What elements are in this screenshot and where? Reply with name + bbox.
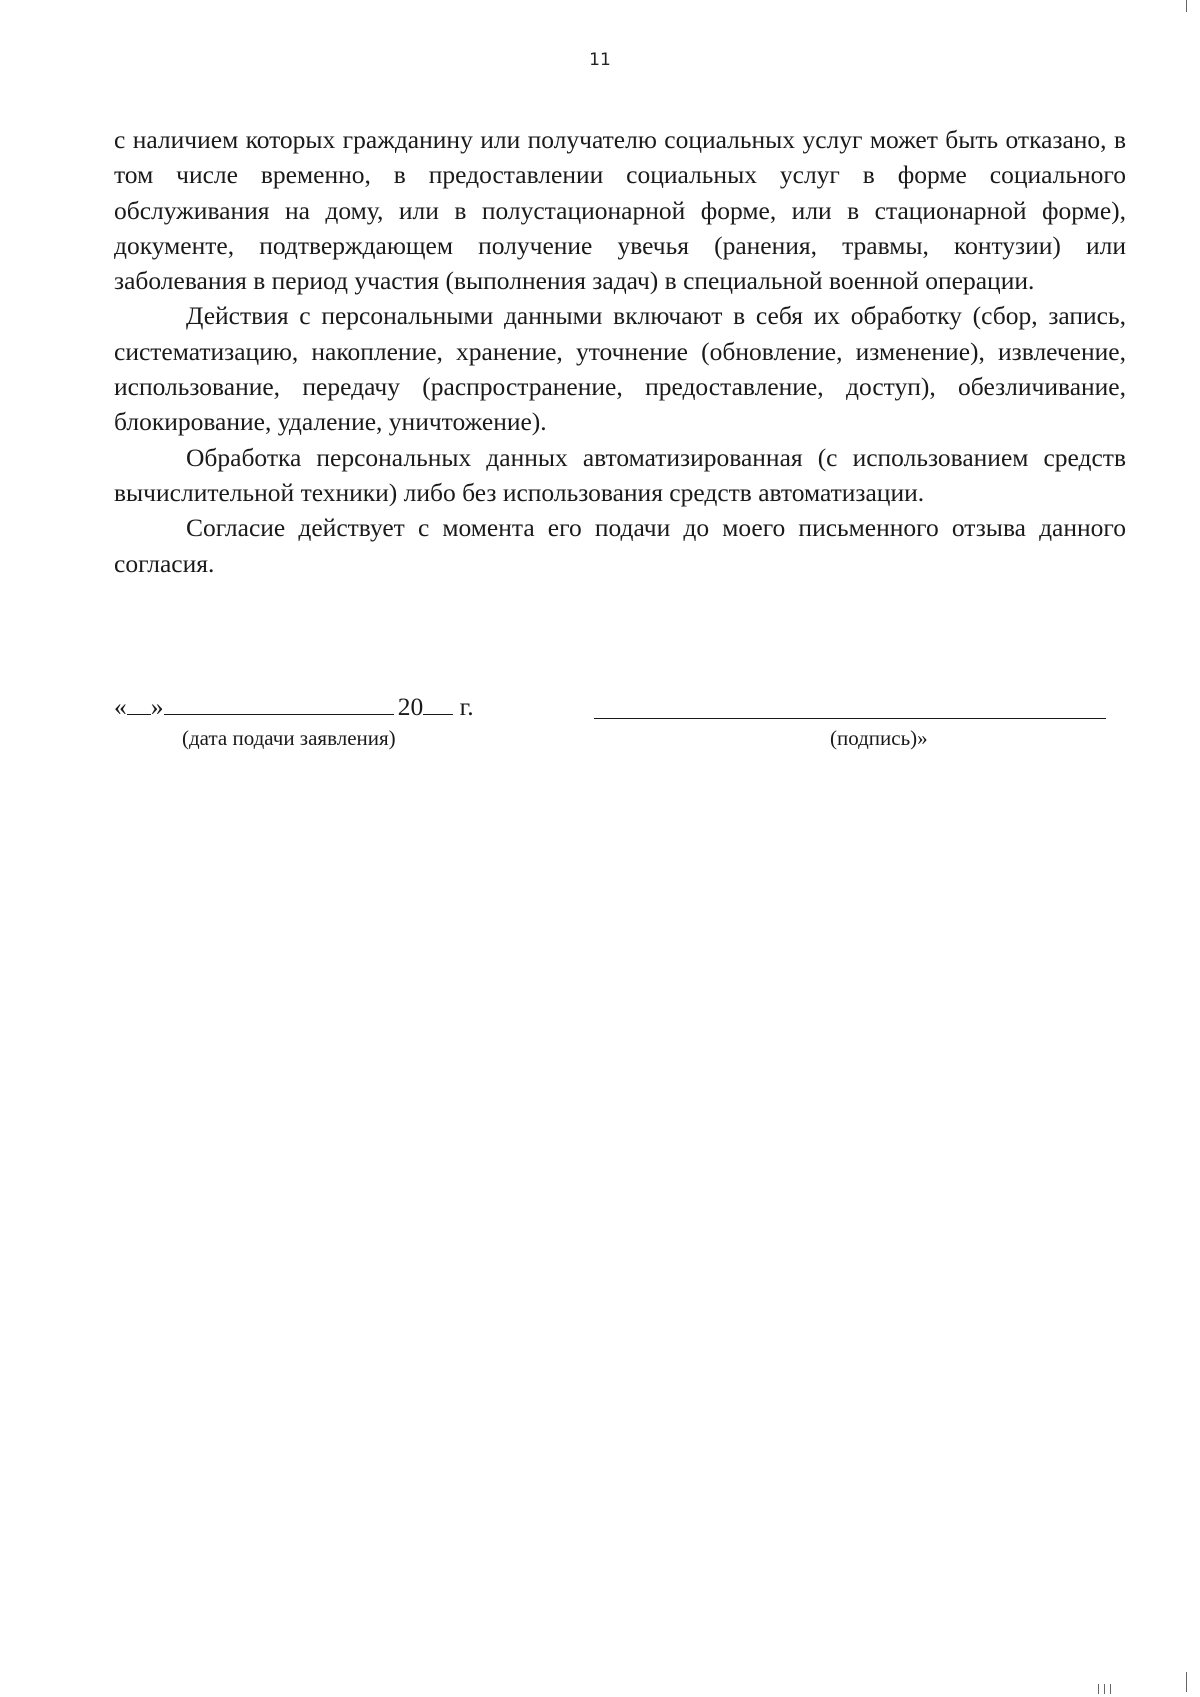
date-field [114, 688, 474, 723]
page-number: 11 [589, 50, 611, 70]
scan-edge-mark [1186, 0, 1187, 12]
paragraph-data-processing: Обработка персональных данных автоматизированная (с использованием средств вычислительной техники) либо без использования средств автоматизации. [114, 442, 1126, 507]
day-blank [127, 688, 151, 715]
year-prefix: 20 [397, 692, 424, 721]
document-body [114, 122, 1126, 581]
paragraph-data-actions: Действия с персональными данными включают в себя их обработку (сбор, запись, систематизацию, накопление, хранение, уточнение (обновление, изменение), извлечение, использование, передачу (распространение, предоставление, доступ), обезличивание, блокирование, удаление, уничтожение). [114, 301, 1126, 437]
paragraph-consent-validity: Согласие действует с момента его подачи до моего письменного отзыва данного согласия. [114, 513, 1126, 578]
open-quote: « [114, 692, 127, 721]
signature-line [594, 718, 1106, 719]
scan-edge-mark [1104, 1684, 1105, 1694]
scan-edge-mark [1110, 1684, 1111, 1694]
date-caption: (дата подачи заявления) [182, 726, 396, 750]
year-blank [423, 688, 453, 715]
scan-edge-mark [1186, 1672, 1187, 1692]
year-suffix: г. [459, 692, 474, 721]
signature-caption: (подпись)» [830, 726, 928, 750]
month-blank [164, 688, 394, 715]
paragraph-continuation: с наличием которых гражданину или получателю социальных услуг может быть отказано, в том числе временно, в предоставлении социальных услуг в форме социального обслуживания на дому, или в полустационарной форме, или в стационарной форме), документе, подтверждающем получение увечья (ранения, травмы, контузии) или заболевания в период участия (выполнения задач) в специальной военной операции. [114, 125, 1126, 296]
scan-edge-mark [1098, 1684, 1099, 1694]
signature-block [114, 688, 1126, 758]
close-quote: » [150, 692, 164, 721]
